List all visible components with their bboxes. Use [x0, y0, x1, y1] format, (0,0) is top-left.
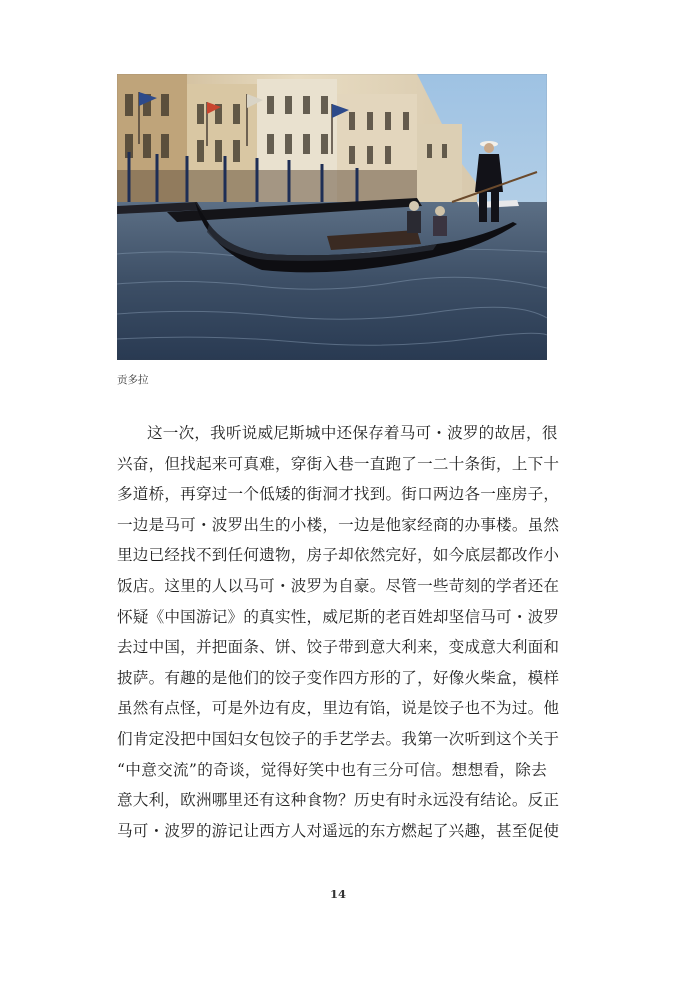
text-line: 披萨。有趣的是他们的饺子变作四方形的了，好像火柴盒，模样: [117, 668, 560, 687]
text-line: 这一次，我听说威尼斯城中还保存着马可・波罗的故居，很: [147, 424, 558, 442]
text-line: 一边是马可・波罗出生的小楼，一边是他家经商的办事楼。虽然: [117, 515, 560, 534]
text-line: 兴奋，但找起来可真难，穿街入巷一直跑了一二十条街，上下十: [117, 454, 560, 473]
body-paragraph: [117, 418, 560, 846]
text-line: 们肯定没把中国妇女包饺子的手艺学去。我第一次听到这个关于: [117, 729, 560, 748]
text-line: 虽然有点怪，可是外边有皮，里边有馅，说是饺子也不为过。他: [117, 699, 560, 718]
text-line: 马可・波罗的游记让西方人对遥远的东方燃起了兴趣，甚至促使: [117, 821, 560, 840]
photo-caption: 贡多拉: [117, 374, 149, 386]
text-line: 饭店。这里的人以马可・波罗为自豪。尽管一些苛刻的学者还在: [117, 576, 560, 595]
text-line: 怀疑《中国游记》的真实性，威尼斯的老百姓却坚信马可・波罗: [117, 607, 560, 626]
page-number: 14: [329, 887, 346, 901]
gondola-photo: [117, 74, 547, 360]
text-line: 多道桥，再穿过一个低矮的街洞才找到。街口两边各一座房子，: [117, 485, 560, 504]
text-line: 里边已经找不到任何遗物，房子却依然完好，如今底层都改作小: [117, 546, 560, 565]
text-line: 去过中国，并把面条、饼、饺子带到意大利来，变成意大利面和: [117, 638, 560, 657]
text-line: 意大利，欧洲哪里还有这种食物？历史有时永远没有结论。反正: [117, 791, 560, 810]
text-line: “中意交流”的奇谈，觉得好笑中也有三分可信。想想看，除去: [117, 760, 547, 779]
